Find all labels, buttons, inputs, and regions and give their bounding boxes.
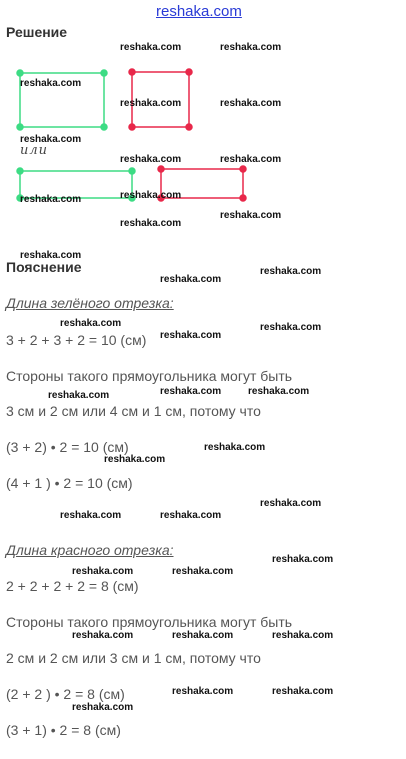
watermark: reshaka.com — [60, 510, 122, 521]
watermark: reshaka.com — [120, 218, 182, 229]
green-sides-line1: Стороны такого прямоугольника могут быть — [6, 368, 293, 384]
watermark: reshaka.com — [220, 154, 282, 165]
watermark: reshaka.com — [220, 98, 282, 109]
red-sides-line1: Стороны такого прямоугольника могут быть — [6, 614, 293, 630]
watermark: reshaka.com — [72, 630, 134, 641]
watermark: reshaka.com — [20, 134, 82, 145]
watermark: reshaka.com — [172, 630, 234, 641]
red-calc-2: (3 + 1) • 2 = 8 (см) — [6, 722, 121, 738]
watermark: reshaka.com — [72, 566, 134, 577]
red-length-title: Длина красного отрезка: — [6, 542, 174, 558]
watermark: reshaka.com — [160, 330, 222, 341]
red-sides-line2: 2 см и 2 см или 3 см и 1 см, потому что — [6, 650, 261, 666]
watermark: reshaka.com — [120, 98, 182, 109]
green-calc-2: (4 + 1 ) • 2 = 10 (см) — [6, 475, 133, 491]
watermark: reshaka.com — [120, 190, 182, 201]
or-label: или — [20, 143, 49, 158]
watermark: reshaka.com — [260, 266, 322, 277]
green-sides-line2: 3 см и 2 см или 4 см и 1 см, потому что — [6, 403, 261, 419]
watermark: reshaka.com — [220, 210, 282, 221]
watermark: reshaka.com — [272, 686, 334, 697]
watermark: reshaka.com — [48, 390, 110, 401]
red-calc-1: (2 + 2 ) • 2 = 8 (см) — [6, 686, 125, 702]
watermark: reshaka.com — [272, 554, 334, 565]
green-sum: 3 + 2 + 3 + 2 = 10 (см) — [6, 332, 147, 348]
watermark: reshaka.com — [20, 194, 82, 205]
watermark: reshaka.com — [60, 318, 122, 329]
watermark: reshaka.com — [160, 274, 222, 285]
watermark: reshaka.com — [172, 686, 234, 697]
watermark: reshaka.com — [172, 566, 234, 577]
watermark: reshaka.com — [204, 442, 266, 453]
green-length-title: Длина зелёного отрезка: — [6, 295, 174, 311]
watermark: reshaka.com — [120, 154, 182, 165]
watermark: reshaka.com — [248, 386, 310, 397]
watermark: reshaka.com — [260, 322, 322, 333]
green-calc-1: (3 + 2) • 2 = 10 (см) — [6, 439, 129, 455]
watermark: reshaka.com — [120, 42, 182, 53]
watermark: reshaka.com — [20, 250, 82, 261]
solution-heading: Решение — [6, 24, 68, 40]
watermark: reshaka.com — [220, 42, 282, 53]
watermark: reshaka.com — [104, 454, 166, 465]
watermark: reshaka.com — [272, 630, 334, 641]
watermark: reshaka.com — [72, 702, 134, 713]
explanation-heading: Пояснение — [6, 259, 82, 275]
watermark: reshaka.com — [260, 498, 322, 509]
site-link[interactable]: reshaka.com — [156, 3, 242, 20]
watermark: reshaka.com — [20, 78, 82, 89]
red-sum: 2 + 2 + 2 + 2 = 8 (см) — [6, 578, 139, 594]
watermark: reshaka.com — [160, 510, 222, 521]
watermark: reshaka.com — [160, 386, 222, 397]
